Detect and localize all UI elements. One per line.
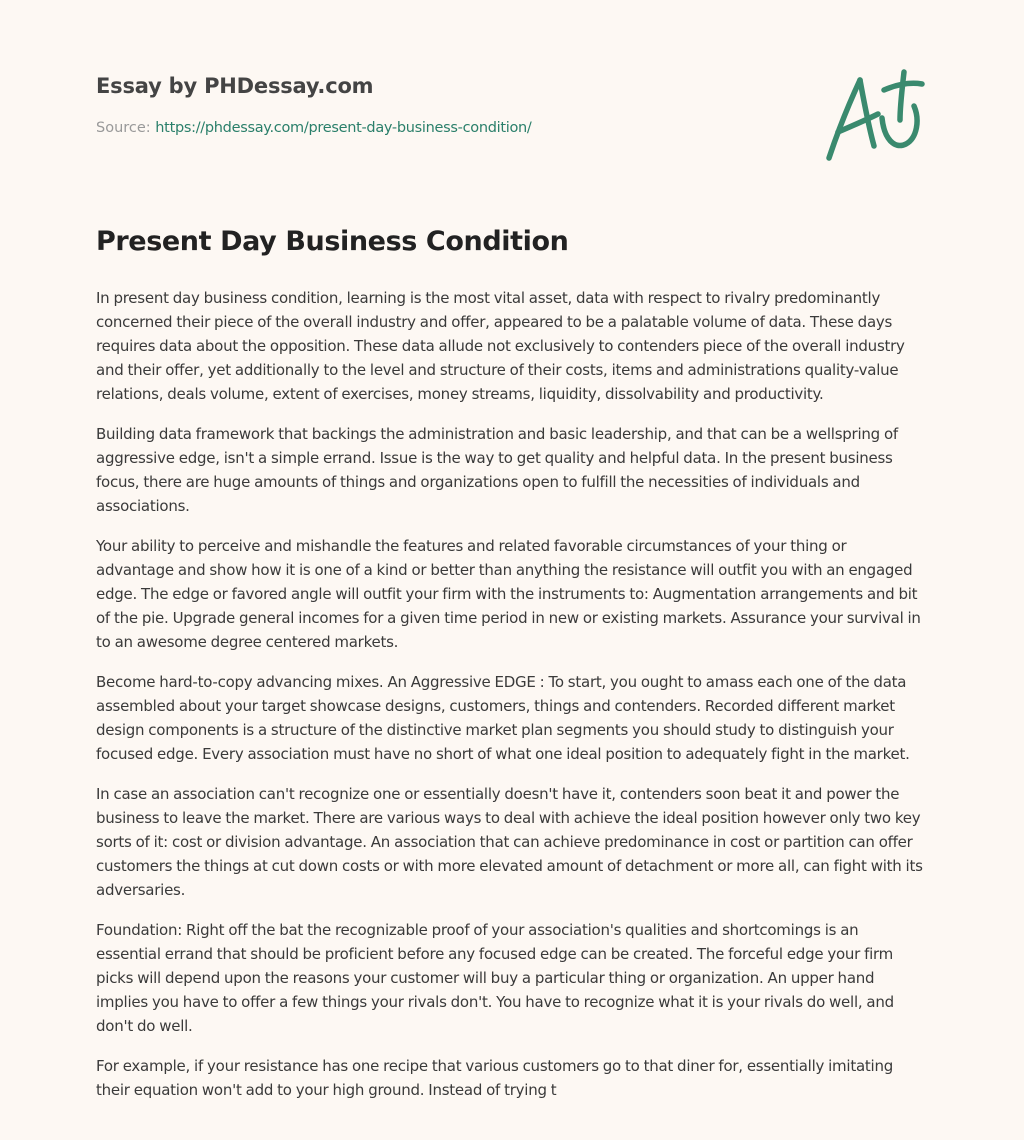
paragraph: Your ability to perceive and mishandle the features and related favorable circumstances of your thing or advantage and show how it is one of a kind or better than anything the resistance will outfit you with an engaged edge. The edge or favored angle will outfit your firm with the instruments to: Augmentation arrangements and bit of the pie. Upgrade general incomes for a given time period in new or existing markets. Assurance your survival in to an awesome degree centered markets. <box>96 537 921 651</box>
a-plus-grade-icon <box>822 66 930 166</box>
site-header <box>96 74 816 136</box>
site-title: Essay by PHDessay.com <box>96 74 374 98</box>
paragraph: For example, if your resistance has one recipe that various customers go to that diner for, essentially imitating their equation won't add to your high ground. Instead of trying t <box>96 1057 893 1099</box>
source-label: Source: <box>96 120 151 136</box>
essay-body <box>96 286 926 1118</box>
paragraph: In present day business condition, learning is the most vital asset, data with respect to rivalry predominantly concerned their piece of the overall industry and offer, appeared to be a palatable volume of data. These days requires data about the opposition. These data allude not exclusively to contenders piece of the overall industry and their offer, yet additionally to the level and structure of their costs, items and administrations quality-value relations, deals volume, extent of exercises, money streams, liquidity, dissolvability and productivity. <box>96 289 905 403</box>
source-link[interactable]: https://phdessay.com/present-day-business-condition/ <box>155 120 532 136</box>
source-line <box>96 120 816 136</box>
paragraph: In case an association can't recognize one or essentially doesn't have it, contenders soon beat it and power the business to leave the market. There are various ways to deal with achieve the ideal position however only two key sorts of it: cost or division advantage. An association that can achieve predominance in cost or partition can offer customers the things at cut down costs or with more elevated amount of detachment or more all, can fight with its adversaries. <box>96 785 923 899</box>
essay-title: Present Day Business Condition <box>96 226 569 257</box>
paragraph: Become hard-to-copy advancing mixes. An Aggressive EDGE : To start, you ought to amass each one of the data assembled about your target showcase designs, customers, things and contenders. Recorded different market design components is a structure of the distinctive market plan segments you should study to distinguish your focused edge. Every association must have no short of what one ideal position to adequately fight in the market. <box>96 673 910 763</box>
paragraph: Building data framework that backings the administration and basic leadership, and that can be a wellspring of aggressive edge, isn't a simple errand. Issue is the way to get quality and helpful data. In the present business focus, there are huge amounts of things and organizations open to fulfill the necessities of individuals and associations. <box>96 425 898 515</box>
paragraph: Foundation: Right off the bat the recognizable proof of your association's qualities and shortcomings is an essential errand that should be proficient before any focused edge can be created. The forceful edge your firm picks will depend upon the reasons your customer will buy a particular thing or organization. An upper hand implies you have to offer a few things your rivals don't. You have to recognize what it is your rivals do well, and don't do well. <box>96 921 894 1035</box>
